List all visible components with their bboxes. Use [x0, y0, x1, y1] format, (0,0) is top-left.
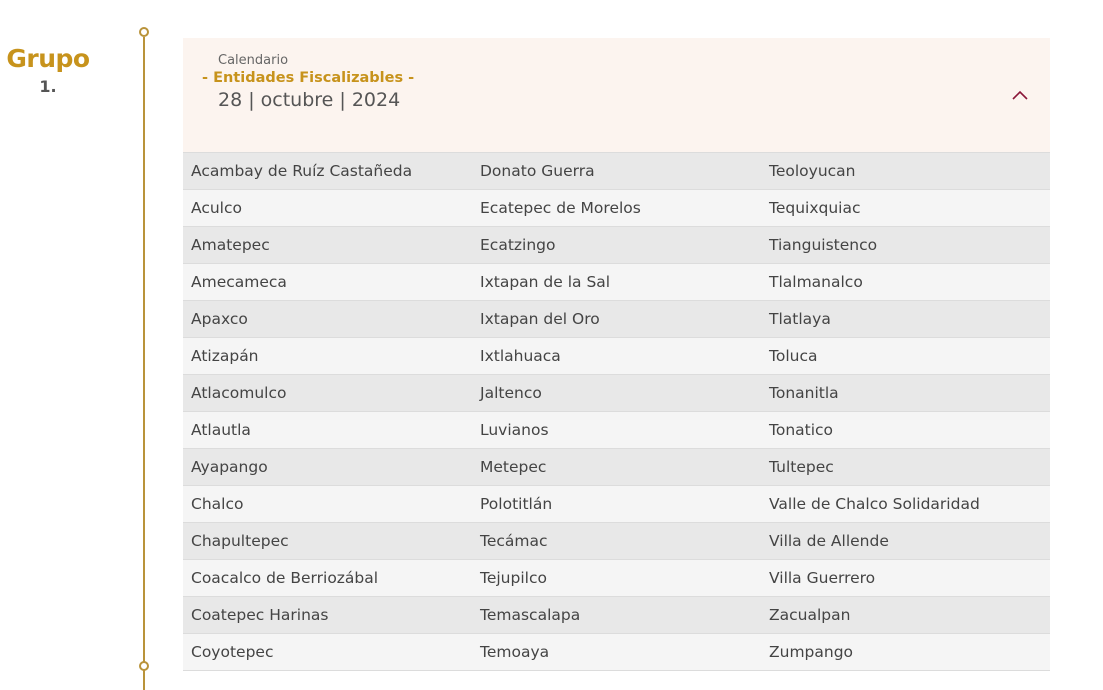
entity-cell: Atlacomulco — [191, 384, 287, 402]
timeline-dot-bottom — [139, 661, 149, 671]
entity-cell: Apaxco — [191, 310, 248, 328]
entity-cell: Polotitlán — [480, 495, 553, 513]
table-row — [183, 338, 1050, 375]
entity-cell: Coyotepec — [191, 643, 274, 661]
entity-cell: Zumpango — [769, 643, 854, 661]
calendar-label: Calendario — [218, 53, 289, 68]
entity-cell: Coacalco de Berriozábal — [191, 569, 379, 587]
entity-cell: Ecatzingo — [480, 236, 556, 254]
calendar-entities-title: - Entidades Fiscalizables - — [202, 70, 415, 86]
table-row — [183, 449, 1050, 486]
entity-cell: Tultepec — [769, 458, 834, 476]
entity-cell: Donato Guerra — [480, 162, 595, 180]
table-row — [183, 375, 1050, 412]
entity-cell: Toluca — [769, 347, 818, 365]
calendar-header[interactable] — [183, 38, 1050, 152]
entity-cell: Tlalmanalco — [769, 273, 863, 291]
table-row — [183, 523, 1050, 560]
entity-cell: Tonatico — [769, 421, 834, 439]
entity-cell: Amecameca — [191, 273, 287, 291]
table-row — [183, 264, 1050, 301]
group-title: Grupo — [6, 44, 90, 73]
entity-cell: Amatepec — [191, 236, 270, 254]
group-label — [0, 44, 96, 96]
calendar-card — [183, 38, 1050, 671]
entity-cell: Chapultepec — [191, 532, 289, 550]
entity-cell: Temoaya — [480, 643, 550, 661]
entity-cell: Luvianos — [480, 421, 549, 439]
entity-cell: Teoloyucan — [769, 162, 856, 180]
timeline-line — [143, 37, 145, 690]
entity-cell: Tonanitla — [769, 384, 839, 402]
entity-cell: Tejupilco — [480, 569, 547, 587]
entity-cell: Atlautla — [191, 421, 251, 439]
entity-cell: Valle de Chalco Solidaridad — [769, 495, 980, 513]
entity-cell: Ixtlahuaca — [480, 347, 561, 365]
entity-cell: Acambay de Ruíz Castañeda — [191, 162, 413, 180]
table-row — [183, 301, 1050, 338]
entity-cell: Jaltenco — [480, 384, 542, 402]
entity-cell: Coatepec Harinas — [191, 606, 329, 624]
entity-cell: Ixtapan de la Sal — [480, 273, 611, 291]
table-row — [183, 227, 1050, 264]
entity-cell: Villa Guerrero — [769, 569, 876, 587]
table-row — [183, 560, 1050, 597]
table-row — [183, 412, 1050, 449]
entity-cell: Chalco — [191, 495, 244, 513]
entity-cell: Zacualpan — [769, 606, 851, 624]
entity-cell: Metepec — [480, 458, 547, 476]
table-row — [183, 597, 1050, 634]
entity-cell: Temascalapa — [480, 606, 581, 624]
table-row — [183, 190, 1050, 227]
entity-cell: Villa de Allende — [769, 532, 889, 550]
table-row — [183, 153, 1050, 190]
entity-cell: Tecámac — [480, 532, 548, 550]
table-row — [183, 486, 1050, 523]
entity-cell: Ayapango — [191, 458, 268, 476]
entity-cell: Tlatlaya — [769, 310, 831, 328]
group-number: 1. — [39, 77, 57, 96]
entity-cell: Tequixquiac — [769, 199, 861, 217]
entity-cell: Aculco — [191, 199, 242, 217]
entity-cell: Tianguistenco — [769, 236, 878, 254]
entity-cell: Ecatepec de Morelos — [480, 199, 641, 217]
calendar-date: 28 | octubre | 2024 — [218, 89, 401, 111]
entity-cell: Ixtapan del Oro — [480, 310, 600, 328]
entities-table — [183, 152, 1050, 671]
entity-cell: Atizapán — [191, 347, 259, 365]
table-row — [183, 634, 1050, 671]
chevron-up-icon[interactable] — [1010, 85, 1030, 105]
timeline-dot-top — [139, 27, 149, 37]
